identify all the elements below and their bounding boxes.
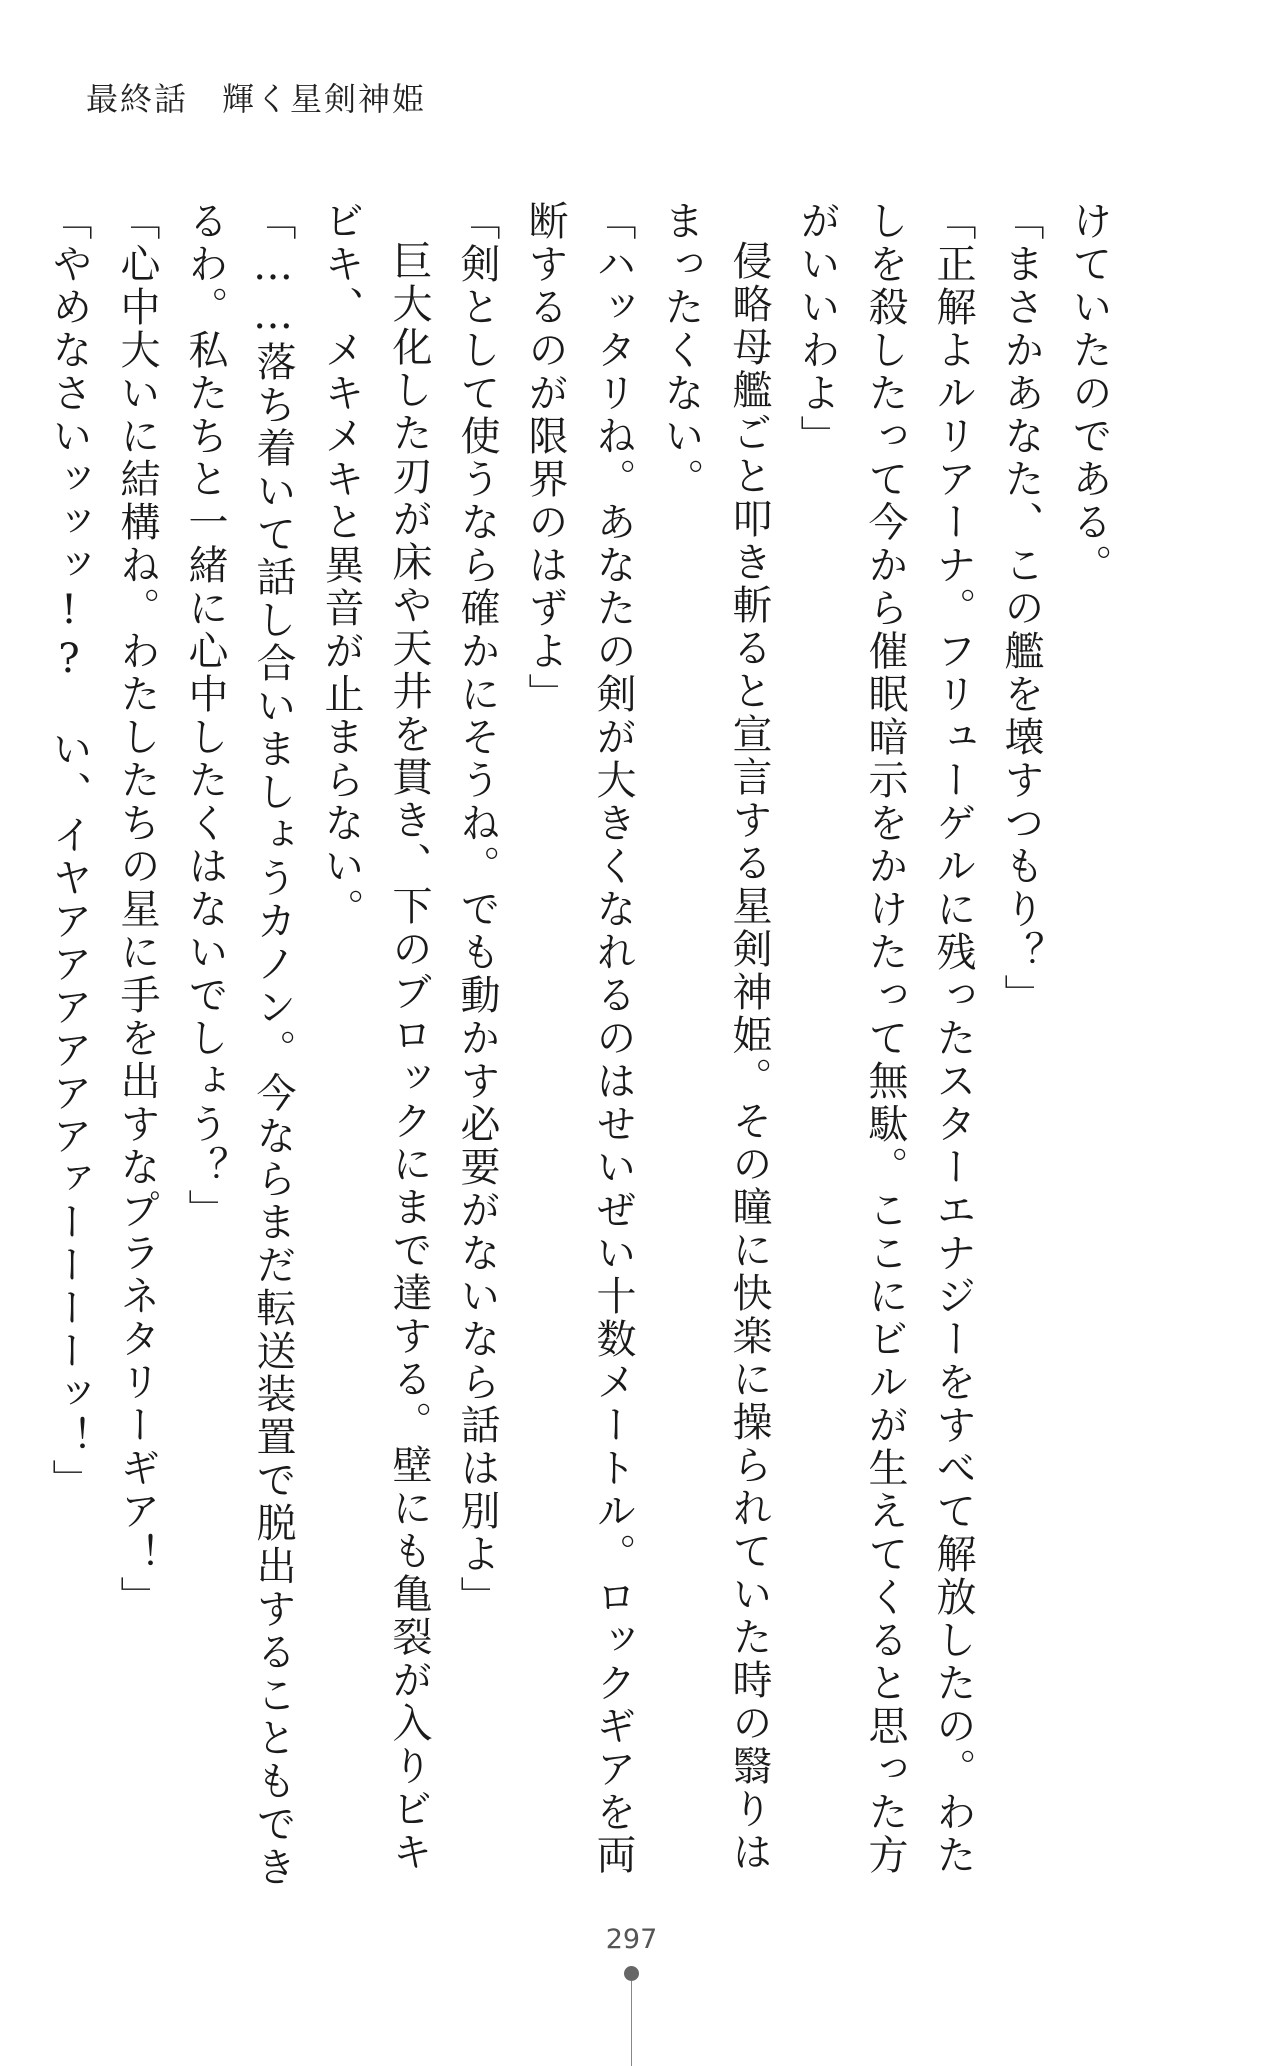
dialogue-paragraph: 「やめなさいッッッ!? い、イヤアアアアアアァーーーーッ！」: [46, 200, 92, 1502]
body-text: [35, 200, 1123, 1900]
page-marker-dot: [624, 1966, 639, 1981]
dialogue-paragraph: 「ハッタリね。あなたの剣が大きくなれるのはせいぜい十数メートル。ロックギアを両断するのが限界のはずよ」: [522, 200, 636, 1877]
page-number: 297: [605, 1924, 658, 1955]
dialogue-paragraph: 「心中大いに結構ね。わたしたちの星に手を出すなプラネタリーギア！」: [114, 200, 160, 1619]
running-header: 最終話 輝く星剣神姫: [86, 80, 427, 118]
dialogue-paragraph: 「正解よルリアーナ。フリューゲルに残ったスターエナジーをすべて解放したの。わたしを殺したって今から催眠暗示をかけたって無駄。ここにビルが生えてくると思った方がいいわよ」: [794, 200, 976, 1877]
dialogue-paragraph: 「まさかあなた、この艦を壊すつもり？」: [998, 200, 1044, 1017]
page-marker-line: [631, 1981, 632, 2066]
narration-paragraph: 巨大化した刃が床や天井を貫き、下のブロックにまで達する。壁にも亀裂が入りビキビキ、メキメキと異音が止まらない。: [318, 200, 432, 1874]
dialogue-paragraph: 「……落ち着いて話し合いましょうカノン。今ならまだ転送装置で脱出することもできるわ。私たちと一緒に心中したくはないでしょう？」: [182, 200, 296, 1889]
paragraph: けていたのである。: [1066, 200, 1112, 587]
narration-paragraph: 侵略母艦ごと叩き斬ると宣言する星剣神姫。その瞳に快楽に操られていた時の翳りはまったくない。: [658, 200, 772, 1874]
dialogue-paragraph: 「剣として使うなら確かにそうね。でも動かす必要がないなら話は別よ」: [454, 200, 500, 1619]
